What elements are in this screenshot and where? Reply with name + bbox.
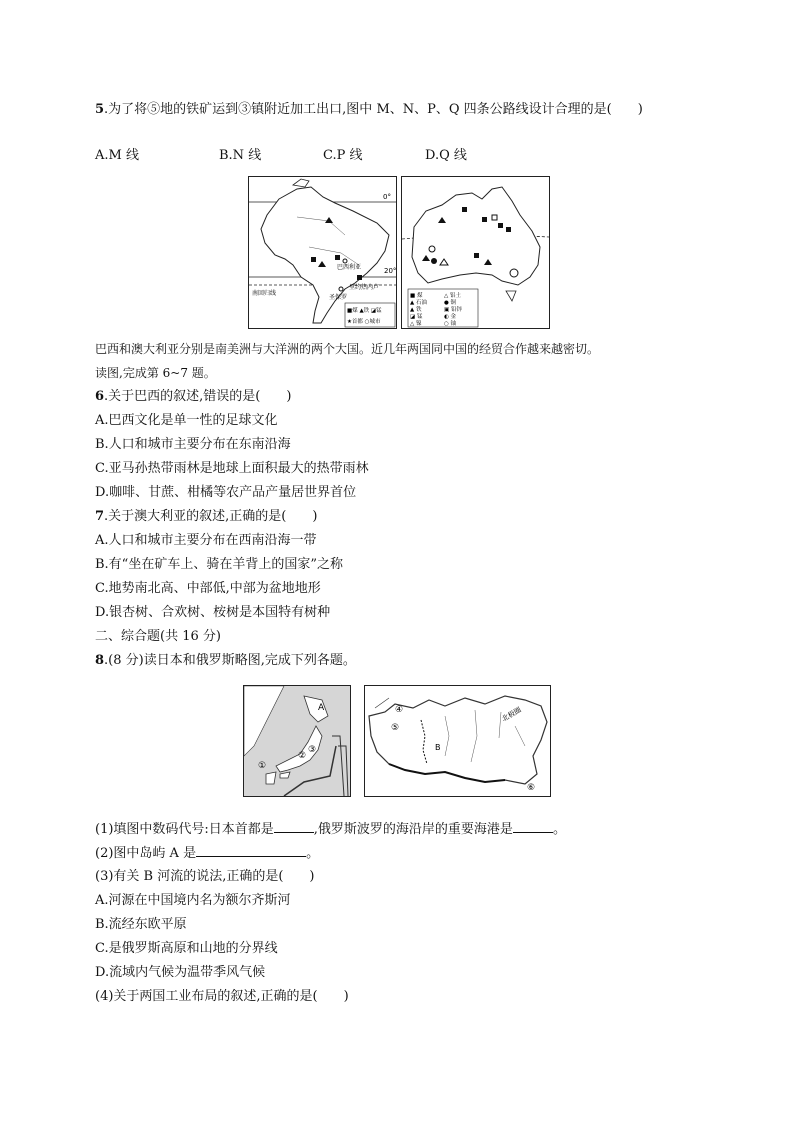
q6-text: .关于巴西的叙述,错误的是( ) (104, 389, 292, 404)
russia-label-4: ④ (395, 705, 404, 715)
q5-option-d: D.Q 线 (425, 148, 467, 163)
answer-blank-port[interactable] (513, 820, 553, 833)
q8-sub2: (2)图中岛屿 A 是 。 (95, 846, 320, 861)
q5-number: 5 (95, 102, 105, 117)
q6-number: 6 (95, 389, 105, 404)
q5-option-b: B.N 线 (219, 148, 262, 163)
svg-text:○ 铀: ○ 铀 (444, 321, 457, 327)
kyushu (266, 772, 276, 784)
japan-map (243, 685, 351, 797)
q5-option-a: A.M 线 (95, 148, 139, 163)
arctic-circle-label: 北极圈 (500, 705, 523, 724)
japan-label-2: ② (298, 751, 307, 761)
russia-map (364, 685, 551, 797)
q8-sub3-option-a: A.河源在中国境内名为额尔齐斯河 (95, 893, 291, 908)
svg-text:△ 镍: △ 镍 (410, 321, 422, 327)
q6-option-a: A.巴西文化是单一性的足球文化 (95, 413, 278, 428)
q8-sub3-option-c: C.是俄罗斯高原和山地的分界线 (95, 941, 278, 956)
svg-text:▲ 石油: ▲ 石油 (410, 300, 427, 306)
equator-label: 0° (383, 193, 391, 201)
svg-text:△ 铝土: △ 铝土 (444, 293, 461, 299)
intro-line1: 巴西和澳大利亚分别是南美洲与大洋洲的两个大国。近几年两国同中国的经贸合作越来越密切。 (95, 342, 600, 356)
tasmania (506, 291, 516, 301)
brazil-map (248, 176, 397, 329)
q7-stem (95, 508, 317, 526)
sao-paulo-label: 圣保罗 (329, 294, 348, 301)
island-a-label: A (318, 703, 325, 713)
svg-text:● 铜: ● 铜 (444, 300, 457, 306)
q8-number: 8 (95, 653, 105, 668)
brazil-legend-row2: ★首都 ○城市 (347, 319, 381, 325)
q8-sub1: (1)填图中数码代号:日本首都是 ,俄罗斯波罗的海沿岸的重要海港是 。 (95, 822, 566, 837)
lat20-label: 20° (384, 267, 396, 275)
hokkaido (304, 696, 328, 722)
q8-sub3: (3)有关 B 河流的说法,正确的是( ) (95, 869, 315, 884)
russia-label-6: ⑥ (527, 783, 536, 793)
australia-outline (412, 187, 540, 285)
q7-text: .关于澳大利亚的叙述,正确的是( ) (104, 509, 318, 524)
japan-label-1: ① (258, 761, 267, 771)
brazil-legend-row1: ■煤 ▲铁 ◪锰 (347, 308, 382, 314)
svg-text:◐ 金: ◐ 金 (444, 314, 457, 320)
q7-option-c: C.地势南北高、中部低,中部为盆地地形 (95, 581, 321, 596)
japan-label-3: ③ (308, 745, 317, 755)
q5-text: .为了将⑤地的铁矿运到③镇附近加工出口,图中 M、N、P、Q 四条公路线设计合理的是( ) (104, 102, 643, 117)
coal-symbol (311, 257, 316, 262)
svg-text:◪ 锰: ◪ 锰 (410, 314, 423, 320)
q6-stem (95, 388, 291, 406)
q7-option-d: D.银杏树、合欢树、桉树是本国特有树种 (95, 605, 331, 620)
russia-label-5: ⑤ (391, 723, 400, 733)
q6-option-c: C.亚马孙热带雨林是地球上面积最大的热带雨林 (95, 461, 369, 476)
svg-text:▲ 铁: ▲ 铁 (410, 307, 422, 313)
tropic-label: 南回归线 (252, 290, 277, 297)
q7-number: 7 (95, 509, 105, 524)
answer-blank-capital[interactable] (274, 820, 314, 833)
answer-blank-island[interactable] (196, 844, 306, 857)
q5-option-c: C.P 线 (323, 148, 363, 163)
q6-option-d: D.咖啡、甘蔗、柑橘等农产品产量居世界首位 (95, 485, 357, 500)
q8-stem (95, 652, 356, 670)
river-b-label: B (435, 743, 441, 752)
q7-option-b: B.有“坐在矿车上、骑在羊背上的国家”之称 (95, 557, 343, 572)
q8-sub3-option-d: D.流域内气候为温带季风气候 (95, 965, 266, 980)
shikoku (280, 772, 290, 778)
svg-text:▣ 铅锌: ▣ 铅锌 (444, 307, 462, 313)
brasilia-label: 巴西利亚 (337, 264, 362, 271)
section2-title: 二、综合题(共 16 分) (95, 629, 221, 644)
q6-option-b: B.人口和城市主要分布在东南沿海 (95, 437, 291, 452)
q8-text: .(8 分)读日本和俄罗斯略图,完成下列各题。 (104, 653, 356, 668)
rio-label: 里约热内卢 (349, 284, 380, 291)
brazil-outline (261, 187, 389, 323)
q8-sub3-option-b: B.流经东欧平原 (95, 917, 187, 932)
svg-text:■ 煤: ■ 煤 (410, 293, 423, 299)
q7-option-a: A.人口和城市主要分布在西南沿海一带 (95, 533, 317, 548)
q5-stem (95, 101, 643, 119)
australia-map (401, 176, 550, 329)
intro-line2: 读图,完成第 6~7 题。 (95, 366, 216, 380)
q8-sub4: (4)关于两国工业布局的叙述,正确的是( ) (95, 989, 349, 1004)
